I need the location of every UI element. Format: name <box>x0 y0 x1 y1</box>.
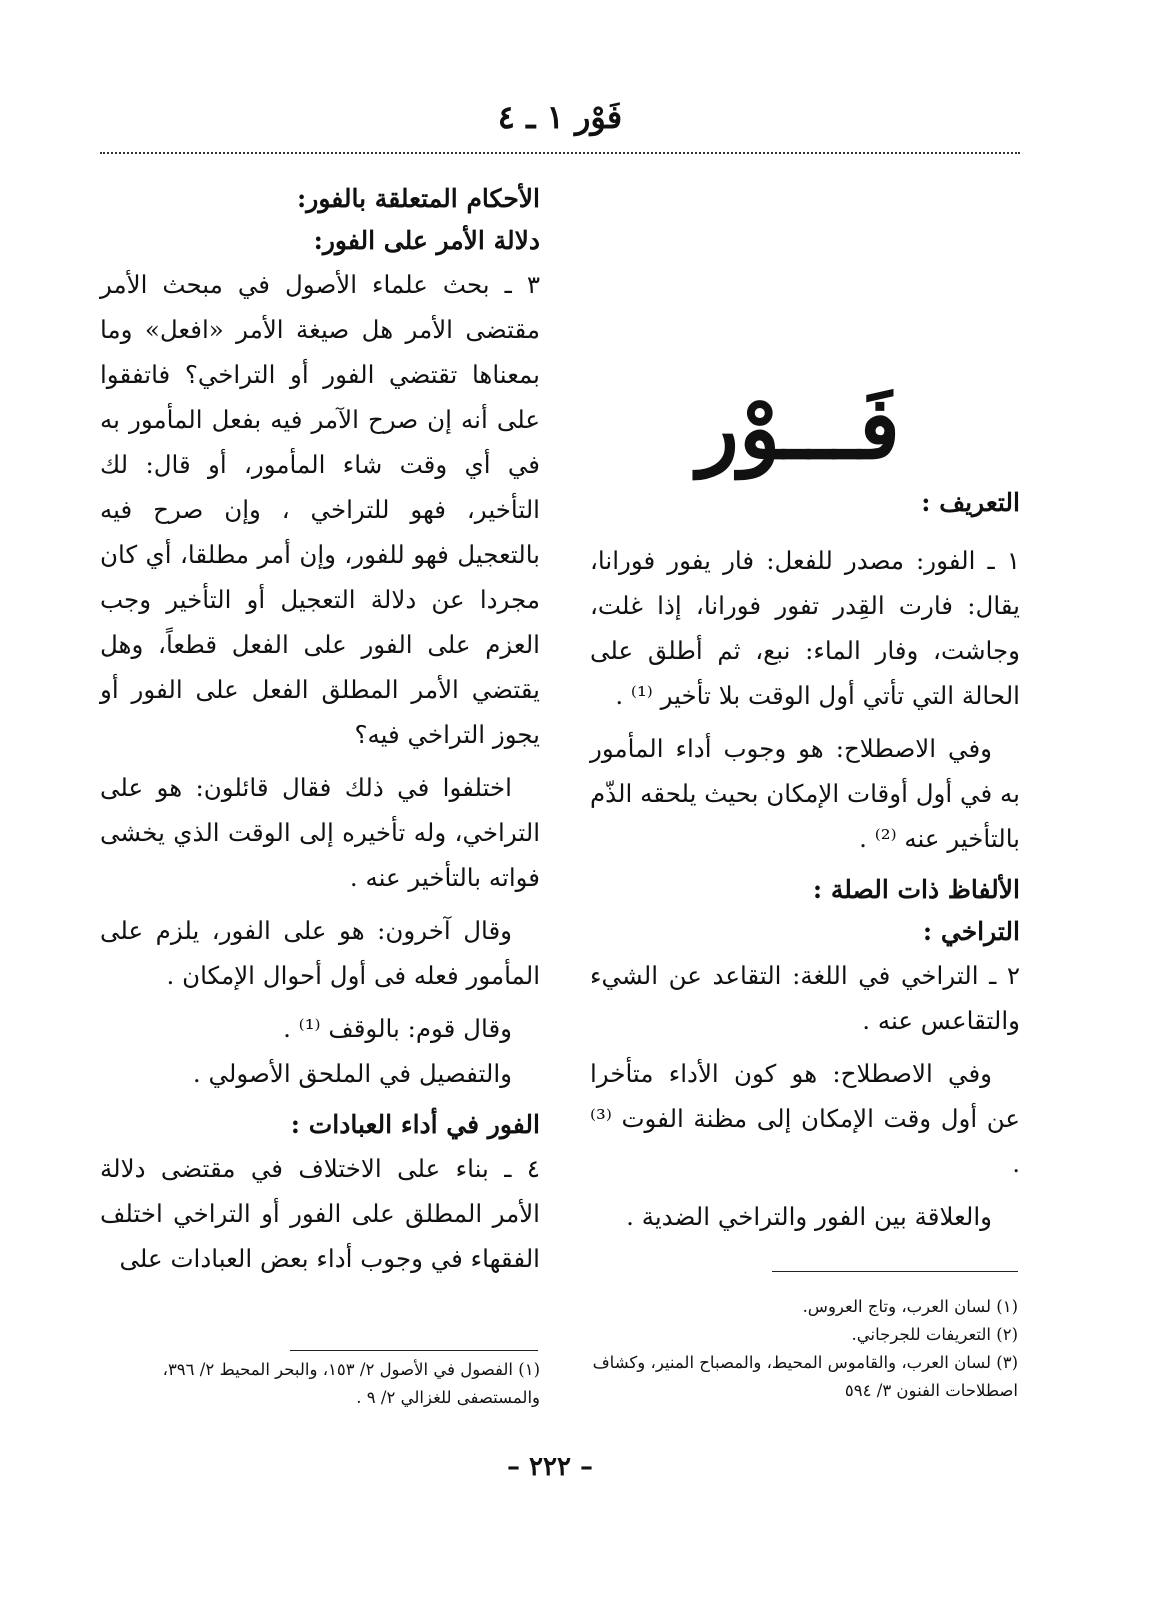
right-column <box>590 482 1020 1247</box>
footnote-item: (١) لسان العرب، وتاج العروس. <box>802 1297 1018 1316</box>
rulings-heading: الأحكام المتعلقة بالفور: <box>297 184 540 213</box>
definition-paragraph: ١ ـ الفور: مصدر للفعل: فار يفور فورانا، يقال: فارت القِدر تفور فورانا، إذا غلت، وجاشت، وفار الماء: نبع، ثم أطلق على الحالة التي تأتي أول الوقت بلا تأخير ⁽¹⁾ . <box>590 546 1020 710</box>
relation-paragraph: والعلاقة بين الفور والتراخي الضدية . <box>626 1202 992 1231</box>
related-terms-heading: الألفاظ ذات الصلة : <box>812 875 1020 904</box>
footnotes-left <box>100 1356 540 1412</box>
footnote-item: (١) الفصول في الأصول ٢/ ١٥٣، والبحر المحيط ٢/ ٣٩٦، والمستصفى للغزالي ٢/ ٩ . <box>162 1360 540 1407</box>
waqf-paragraph: وقال قوم: بالوقف ⁽¹⁾ . <box>283 1014 512 1043</box>
others-paragraph: وقال آخرون: هو على الفور، يلزم على المأمور فعله فى أول أحوال الإمكان . <box>100 916 540 990</box>
tarakhi-heading: التراخي : <box>922 917 1020 946</box>
footnote-item: (٢) التعريفات للجرجاني. <box>851 1325 1018 1344</box>
entry-title: فَـــوْر <box>697 378 900 479</box>
worship-paragraph: ٤ ـ بناء على الاختلاف في مقتضى دلالة الأمر المطلق على الفور أو التراخي اختلف الفقهاء في وجوب أداء بعض العبادات على <box>100 1154 540 1273</box>
left-column <box>100 178 540 1289</box>
disagreement-paragraph: اختلفوا في ذلك فقال قائلون: هو على التراخي، وله تأخيره إلى الوقت الذي يخشى فواته بالتأخير عنه . <box>100 773 540 892</box>
tarakhi-paragraph: ٢ ـ التراخي في اللغة: التقاعد عن الشيء والتقاعس عنه . <box>590 961 1020 1035</box>
footnote-rule-right <box>772 1271 1018 1272</box>
running-header: فَوْر ١ ـ ٤ <box>497 98 623 136</box>
usul-paragraph: ٣ ـ بحث علماء الأصول في مبحث الأمر مقتضى الأمر هل صيغة الأمر «افعل» وما بمعناها تقتضي الفور أو التراخي؟ فاتفقوا على أنه إن صرح الآمر فيه بفعل المأمور به في أي وقت شاء المأمور، أو قال: لك التأخير، فهو للتراخي ، وإن صرح فيه بالتعجيل فهو للفور، وإن أمر مطلقا، أي كان مجردا عن دلالة التعجيل أو التأخير وجب العزم على الفور على الفعل قطعاً، وهل يقتضي الأمر المطلق الفعل على الفور أو يجوز التراخي فيه؟ <box>100 270 540 749</box>
footnote-rule-left <box>290 1350 538 1351</box>
page-number: – ٢٢٢ – <box>506 1452 594 1482</box>
footnote-item: (٣) لسان العرب، والقاموس المحيط، والمصباح المنير، وكشاف اصطلاحات الفنون ٣/ ٥٩٤ <box>592 1353 1018 1400</box>
command-indication-heading: دلالة الأمر على الفور: <box>313 226 540 255</box>
header-dotted-rule <box>100 152 1020 154</box>
definition-heading: التعريف : <box>921 488 1020 517</box>
tarakhi-terminology-paragraph: وفي الاصطلاح: هو كون الأداء متأخرا عن أول وقت الإمكان إلى مظنة الفوت ⁽³⁾ . <box>590 1059 1020 1178</box>
footnotes-right <box>585 1293 1018 1405</box>
details-paragraph: والتفصيل في الملحق الأصولي . <box>192 1059 512 1088</box>
terminology-paragraph: وفي الاصطلاح: هو وجوب أداء المأمور به في أول أوقات الإمكان بحيث يلحقه الذّم بالتأخير عنه ⁽²⁾ . <box>590 734 1020 853</box>
worship-heading: الفور في أداء العبادات : <box>290 1110 540 1139</box>
